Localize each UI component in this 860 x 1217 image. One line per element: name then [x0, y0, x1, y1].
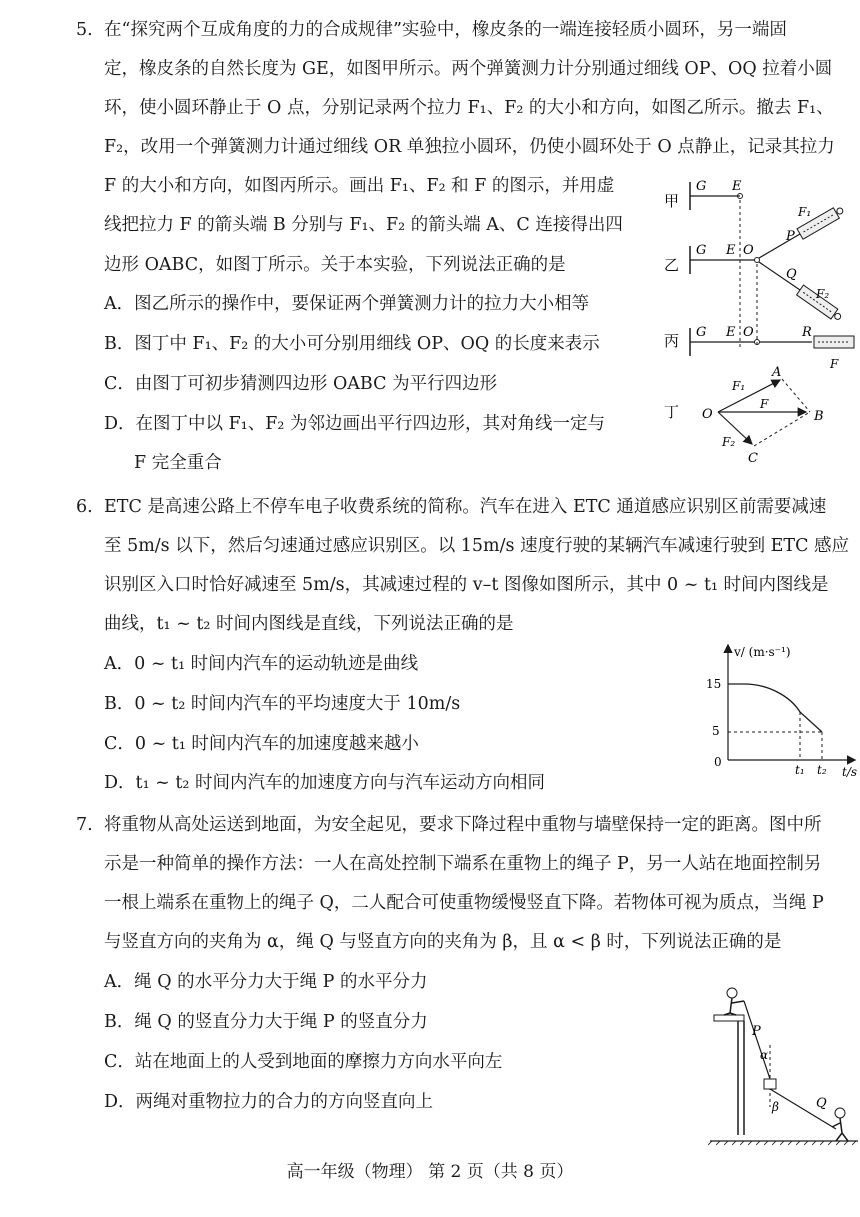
- q5-line-5: F 的大小和方向，如图丙所示。画出 F₁、F₂ 和 F 的图示，并用虚: [104, 176, 615, 196]
- svg-text:F₂: F₂: [722, 435, 736, 449]
- svg-text:P: P: [752, 1024, 761, 1039]
- row-label-ding: 丁: [664, 403, 680, 421]
- svg-text:α: α: [760, 1048, 769, 1062]
- q5-option-d: D．在图丁中以 F₁、F₂ 为邻边画出平行四边形，其对角线一定与: [104, 414, 605, 434]
- q7-line-2: 示是一种简单的操作方法：一人在高处控制下端系在重物上的绳子 P，另一人站在地面控制另: [104, 854, 822, 874]
- svg-text:F: F: [830, 357, 839, 371]
- q7-figure: [700, 955, 860, 1145]
- page-footer: 高一年级（物理） 第 2 页（共 8 页）: [286, 1162, 574, 1182]
- svg-text:E: E: [732, 179, 742, 194]
- q6-option-a: A．0 ~ t₁ 时间内汽车的运动轨迹是曲线: [104, 654, 419, 674]
- q7-option-a: A．绳 Q 的水平分力大于绳 P 的水平分力: [104, 972, 428, 992]
- svg-text:O: O: [743, 325, 754, 340]
- q6-line-1: ETC 是高速公路上不停车电子收费系统的简称。汽车在进入 ETC 通道感应识别区前需要减速: [104, 497, 827, 517]
- q5-option-a: A．图乙所示的操作中，要保证两个弹簧测力计的拉力大小相等: [104, 294, 590, 314]
- q5-line-3: 环，使小圆环静止于 O 点，分别记录两个拉力 F₁、F₂ 的大小和方向，如图乙所示。撤去 F₁、: [104, 98, 834, 118]
- q5-line-4: F₂，改用一个弹簧测力计通过细线 OR 单独拉小圆环，仍使小圆环处于 O 点静止，记录其拉力: [104, 137, 835, 157]
- svg-text:B: B: [814, 409, 824, 424]
- question-5-number: 5.: [76, 20, 93, 40]
- q7-option-d: D．两绳对重物拉力的合力的方向竖直向上: [104, 1092, 434, 1112]
- q6-line-4: 曲线，t₁ ~ t₂ 时间内图线是直线，下列说法正确的是: [104, 614, 514, 634]
- svg-text:E: E: [726, 243, 736, 258]
- row-label-yi: 乙: [664, 256, 680, 274]
- svg-text:F₂: F₂: [816, 287, 830, 301]
- q6-option-c: C．0 ~ t₁ 时间内汽车的加速度越来越小: [104, 734, 419, 754]
- weight-icon: [764, 1079, 776, 1089]
- q6-line-2: 至 5m/s 以下，然后匀速通过感应识别区。以 15m/s 速度行驶的某辆汽车减速行驶到 ETC 感应: [104, 536, 850, 556]
- svg-text:G: G: [696, 325, 707, 340]
- svg-text:F₁: F₁: [798, 205, 812, 219]
- row-label-bing: 丙: [664, 332, 680, 350]
- x-axis-label: t/s: [842, 765, 858, 779]
- q5-option-d-cont: F 完全重合: [134, 453, 222, 473]
- q7-line-3: 一根上端系在重物上的绳子 Q，二人配合可使重物缓慢竖直下降。若物体可视为质点，当绳 P: [104, 893, 824, 913]
- x-tick-t2: t₂: [817, 763, 827, 777]
- q5-line-6: 线把拉力 F 的箭头端 B 分别与 F₁、F₂ 的箭头端 A、C 连接得出四: [104, 215, 623, 235]
- y-axis-label: v/ (m·s⁻¹): [734, 645, 791, 659]
- svg-text:G: G: [696, 179, 707, 194]
- svg-text:O: O: [702, 407, 713, 422]
- q5-line-2: 定，橡皮条的自然长度为 GE，如图甲所示。两个弹簧测力计分别通过细线 OP、OQ 拉着小圆: [104, 59, 833, 79]
- svg-text:R: R: [802, 325, 812, 340]
- q6-option-b: B．0 ~ t₂ 时间内汽车的平均速度大于 10m/s: [104, 694, 461, 714]
- q7-line-1: 将重物从高处运送到地面，为安全起见，要求下降过程中重物与墙壁保持一定的距离。图中所: [104, 815, 822, 835]
- q6-line-3: 识别区入口时恰好减速至 5m/s，其减速过程的 v–t 图像如图所示，其中 0 ~ t₁ 时间内图线是: [104, 575, 829, 595]
- q7-option-b: B．绳 Q 的竖直分力大于绳 P 的竖直分力: [104, 1012, 428, 1032]
- row-label-jia: 甲: [664, 192, 680, 210]
- svg-text:P: P: [786, 229, 795, 244]
- q5-option-b: B．图丁中 F₁、F₂ 的大小可分别用细线 OP、OQ 的长度来表示: [104, 334, 600, 354]
- ground-person-icon: [835, 1108, 845, 1118]
- q7-line-4: 与竖直方向的夹角为 α，绳 Q 与竖直方向的夹角为 β，且 α < β 时，下列说法正确的是: [104, 932, 782, 952]
- q5-figure: [640, 172, 860, 472]
- svg-text:E: E: [726, 325, 736, 340]
- origin-label: 0: [714, 755, 722, 769]
- q5-line-7: 边形 OABC，如图丁所示。关于本实验，下列说法正确的是: [104, 255, 566, 275]
- svg-text:C: C: [748, 451, 758, 466]
- q5-option-c: C．由图丁可初步猜测四边形 OABC 为平行四边形: [104, 374, 498, 394]
- y-tick-5: 5: [712, 724, 720, 738]
- q5-line-1: 在“探究两个互成角度的力的合成规律”实验中，橡皮条的一端连接轻质小圆环，另一端固: [104, 20, 787, 40]
- svg-text:A: A: [772, 365, 782, 380]
- svg-text:β: β: [772, 1100, 779, 1114]
- q6-vt-graph: [700, 640, 860, 780]
- question-6-number: 6.: [76, 497, 93, 517]
- question-7-number: 7.: [76, 815, 93, 835]
- x-tick-t1: t₁: [795, 763, 805, 777]
- svg-text:Q: Q: [816, 1096, 827, 1111]
- top-person-icon: [727, 988, 737, 998]
- svg-text:G: G: [696, 243, 707, 258]
- q6-option-d: D．t₁ ~ t₂ 时间内汽车的加速度方向与汽车运动方向相同: [104, 773, 545, 793]
- svg-text:F₁: F₁: [732, 379, 746, 393]
- q7-option-c: C．站在地面上的人受到地面的摩擦力方向水平向左: [104, 1052, 503, 1072]
- y-tick-15: 15: [706, 677, 722, 691]
- svg-text:O: O: [743, 243, 754, 258]
- svg-text:Q: Q: [786, 267, 797, 282]
- svg-text:F: F: [760, 397, 769, 411]
